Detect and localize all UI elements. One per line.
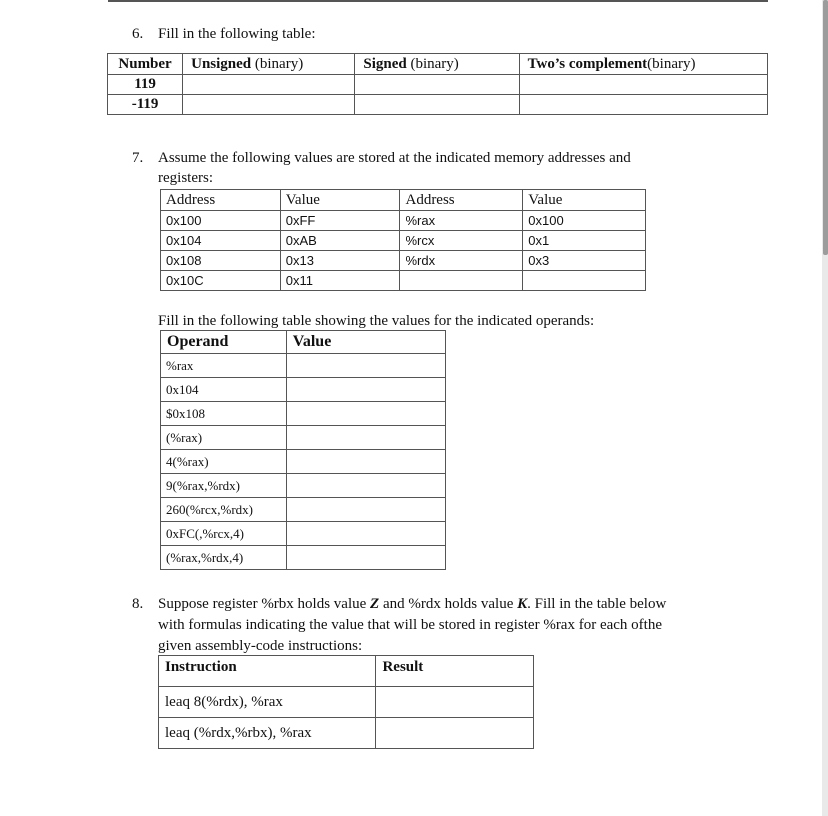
operand-cell: (%rax,%rdx,4): [161, 546, 287, 570]
q7-header-value: Value: [286, 331, 445, 354]
cell: 0x104: [161, 231, 281, 251]
table-row: [108, 75, 768, 95]
table-row: [161, 378, 446, 402]
cell: 0x3: [523, 251, 646, 271]
q6-header-twos: Two’s complement(binary): [519, 54, 767, 75]
table-row: [161, 522, 446, 546]
table-row: [161, 546, 446, 570]
table-row: [161, 231, 646, 251]
cell: 0xAB: [280, 231, 400, 251]
q8-header-row: [159, 656, 534, 687]
scrollbar-thumb[interactable]: [823, 0, 828, 255]
instruction-cell: leaq (%rdx,%rbx), %rax: [159, 718, 376, 749]
cell: [400, 271, 523, 291]
instruction-cell: leaq 8(%rdx), %rax: [159, 687, 376, 718]
operand-cell: $0x108: [161, 402, 287, 426]
q6-answer-cell[interactable]: [355, 95, 519, 115]
q6-answer-cell[interactable]: [355, 75, 519, 95]
operand-cell: 260(%rcx,%rdx): [161, 498, 287, 522]
q7-memory-table: [160, 189, 646, 291]
operand-cell: (%rax): [161, 426, 287, 450]
q6-header-number: Number: [108, 54, 183, 75]
q8-number: 8.: [132, 596, 144, 612]
table-row: [161, 211, 646, 231]
table-row: [161, 271, 646, 291]
q7-operand-table: [160, 330, 446, 570]
q7-header-value: Value: [280, 190, 400, 211]
q6-header-signed: Signed (binary): [355, 54, 519, 75]
q6-number-cell: 119: [108, 75, 183, 95]
cell: %rcx: [400, 231, 523, 251]
scrollbar[interactable]: [822, 0, 828, 816]
value-answer-cell[interactable]: [286, 450, 445, 474]
operand-cell: 0xFC(,%rcx,4): [161, 522, 287, 546]
q6-answer-cell[interactable]: [519, 75, 767, 95]
cell: 0xFF: [280, 211, 400, 231]
operand-cell: 0x104: [161, 378, 287, 402]
cell: 0x13: [280, 251, 400, 271]
table-row: [161, 251, 646, 271]
value-answer-cell[interactable]: [286, 474, 445, 498]
q6-header-unsigned: Unsigned (binary): [183, 54, 355, 75]
cell: 0x100: [161, 211, 281, 231]
table-row: [108, 95, 768, 115]
table-row: [161, 474, 446, 498]
value-answer-cell[interactable]: [286, 354, 445, 378]
table-row: [161, 354, 446, 378]
table-row: [159, 718, 534, 749]
value-answer-cell[interactable]: [286, 546, 445, 570]
cell: [523, 271, 646, 291]
operand-cell: 4(%rax): [161, 450, 287, 474]
q6-number: 6.: [132, 26, 144, 42]
q7-number: 7.: [132, 150, 144, 166]
operand-cell: %rax: [161, 354, 287, 378]
q8-header-instruction: Instruction: [159, 656, 376, 687]
q7-operand-header-row: [161, 331, 446, 354]
q7-memory-header-row: [161, 190, 646, 211]
table-row: [161, 402, 446, 426]
q7-line1: Assume the following values are stored at the indicated memory addresses and: [158, 150, 631, 166]
value-answer-cell[interactable]: [286, 378, 445, 402]
cell: 0x100: [523, 211, 646, 231]
q7-header-value: Value: [523, 190, 646, 211]
q8-line3: given assembly-code instructions:: [158, 638, 363, 654]
operand-cell: 9(%rax,%rdx): [161, 474, 287, 498]
value-answer-cell[interactable]: [286, 426, 445, 450]
cell: 0x10C: [161, 271, 281, 291]
q8-line2: with formulas indicating the value that will be stored in register %rax for each ofthe: [158, 617, 663, 633]
cell: %rdx: [400, 251, 523, 271]
table-row: [161, 450, 446, 474]
q7-operand-prompt: Fill in the following table showing the values for the indicated operands:: [158, 313, 595, 329]
cell: 0x108: [161, 251, 281, 271]
q6-number-cell: -119: [108, 95, 183, 115]
q7-header-operand: Operand: [161, 331, 287, 354]
cell: 0x1: [523, 231, 646, 251]
result-answer-cell[interactable]: [376, 718, 534, 749]
q7-header-address: Address: [400, 190, 523, 211]
q6-table: [107, 53, 768, 115]
cell: %rax: [400, 211, 523, 231]
q8-line1: Suppose register %rbx holds value Z and %rdx holds value K. Fill in the table below: [158, 596, 667, 612]
previous-table-edge: [108, 0, 768, 2]
q6-answer-cell[interactable]: [519, 95, 767, 115]
q6-answer-cell[interactable]: [183, 75, 355, 95]
q6-answer-cell[interactable]: [183, 95, 355, 115]
q8-header-result: Result: [376, 656, 534, 687]
q8-table: [158, 655, 534, 749]
value-answer-cell[interactable]: [286, 522, 445, 546]
q7-line2: registers:: [158, 170, 213, 186]
q6-prompt: Fill in the following table:: [158, 26, 316, 42]
cell: 0x11: [280, 271, 400, 291]
table-row: [159, 687, 534, 718]
result-answer-cell[interactable]: [376, 687, 534, 718]
table-row: [161, 498, 446, 522]
q6-header-row: [108, 54, 768, 75]
table-row: [161, 426, 446, 450]
value-answer-cell[interactable]: [286, 402, 445, 426]
value-answer-cell[interactable]: [286, 498, 445, 522]
q7-header-address: Address: [161, 190, 281, 211]
